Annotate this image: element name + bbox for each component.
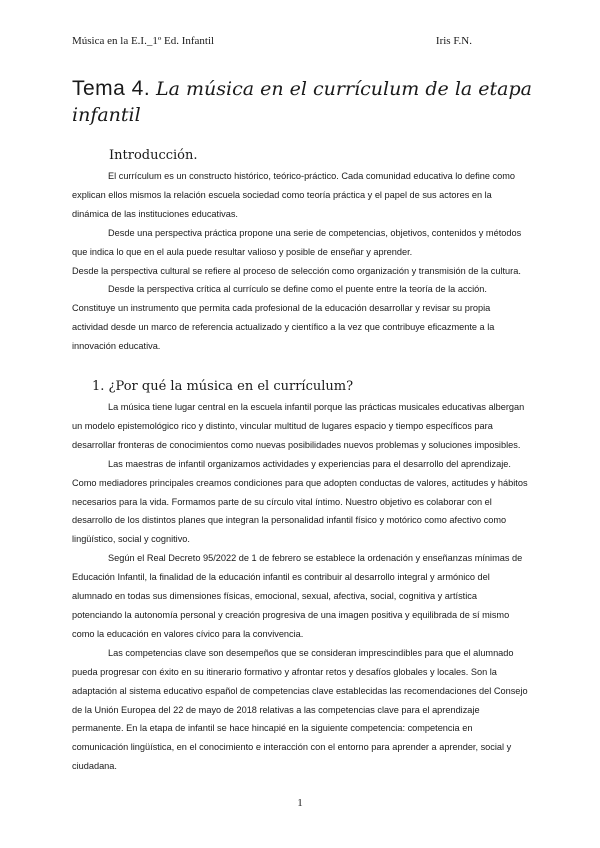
- title-prefix: Tema 4.: [72, 77, 151, 100]
- title-rest: La música en el currículum de la etapa infantil: [72, 78, 532, 126]
- intro-paragraph-4: Desde la perspectiva crítica al currículo se define como el puente entre la teoría de la acción. Constituye un instrumento que permita cada profesional de la educación desarrollar y revisar su propia actividad desde un marco de referencia actualizado y científico a la vez que contribuye eficazmente a la innovación educativa.: [72, 284, 495, 352]
- page-number: 1: [297, 797, 303, 809]
- section-1-paragraph-4: Las competencias clave son desempeños que se consideran imprescindibles para que el alumnado pueda progresar con éxito en su itinerario formativo y afrontar retos y desafíos globales y locales. Son la adaptación al sistema educativo español de competencias clave establecidas las recomendaciones del Consejo de la Unión Europea del 22 de mayo de 2018 relativas a las competencias clave para el aprendizaje permanente. En la etapa de infantil se hace hincapié en la siguiente competencia: competencia en comunicación lingüística, en el conocimiento e interacción con el entorno para aprender a aprender, social y ciudadana.: [72, 647, 528, 772]
- intro-section: [72, 147, 528, 356]
- header-right: Iris F.N.: [435, 35, 472, 47]
- section-1-paragraph-2: Las maestras de infantil organizamos actividades y experiencias para el desarrollo del aprendizaje. Como mediadores principales creamos condiciones para que adopten conductas de valores, actitudes y hábitos necesarios para la vida. Formamos parte de su círculo vital íntimo. Nuestro objetivo es colaborar con el desarrollo de los distintos planes que integran la personalidad infantil físico y motórico como afectivo como lingüístico, social y cognitivo.: [72, 458, 528, 545]
- section-1: [72, 378, 528, 776]
- intro-paragraph-3: Desde la perspectiva cultural se refiere al proceso de selección como organización y transmisión de la cultura.: [72, 265, 521, 276]
- section-1-heading: 1. ¿Por qué la música en el currículum?: [92, 379, 354, 394]
- page-title: [72, 76, 532, 128]
- header-left: Música en la E.I._1º Ed. Infantil: [72, 35, 215, 47]
- intro-paragraph-1: El currículum es un constructo histórico, teórico-práctico. Cada comunidad educativa lo define como explican ellos mismos la relación escuela sociedad como teoría práctica y el papel de sus actores en la dinámica de las instituciones educativas.: [72, 171, 515, 219]
- section-1-paragraph-3: Según el Real Decreto 95/2022 de 1 de febrero se establece la ordenación y enseñanzas mínimas de Educación Infantil, la finalidad de la educación infantil es contribuir al desarrollo integral y armónico del alumnado en todas sus dimensiones físicas, emocional, sexual, afectiva, social, cognitiva y artística potenciando la autonomía personal y creación progresiva de una imagen positiva y equilibrada de sí mismo como la educación en valores cívico para la convivencia.: [72, 553, 523, 639]
- intro-paragraph-2: Desde una perspectiva práctica propone una serie de competencias, objetivos, contenidos y métodos que indica lo que en el aula puede resultar valioso y posible de enseñar y aprender.: [72, 227, 522, 257]
- page-header: [72, 35, 472, 47]
- section-1-paragraph-1: La música tiene lugar central en la escuela infantil porque las prácticas musicales educativas albergan un modelo epistemológico rico y distinto, vincular multitud de lugares espacio y tiempo específicos para desarrollar fronteras de conocimientos como nuevas posibilidades nuevos problemas y soluciones imposibles.: [72, 402, 525, 450]
- intro-heading: Introducción.: [109, 148, 198, 163]
